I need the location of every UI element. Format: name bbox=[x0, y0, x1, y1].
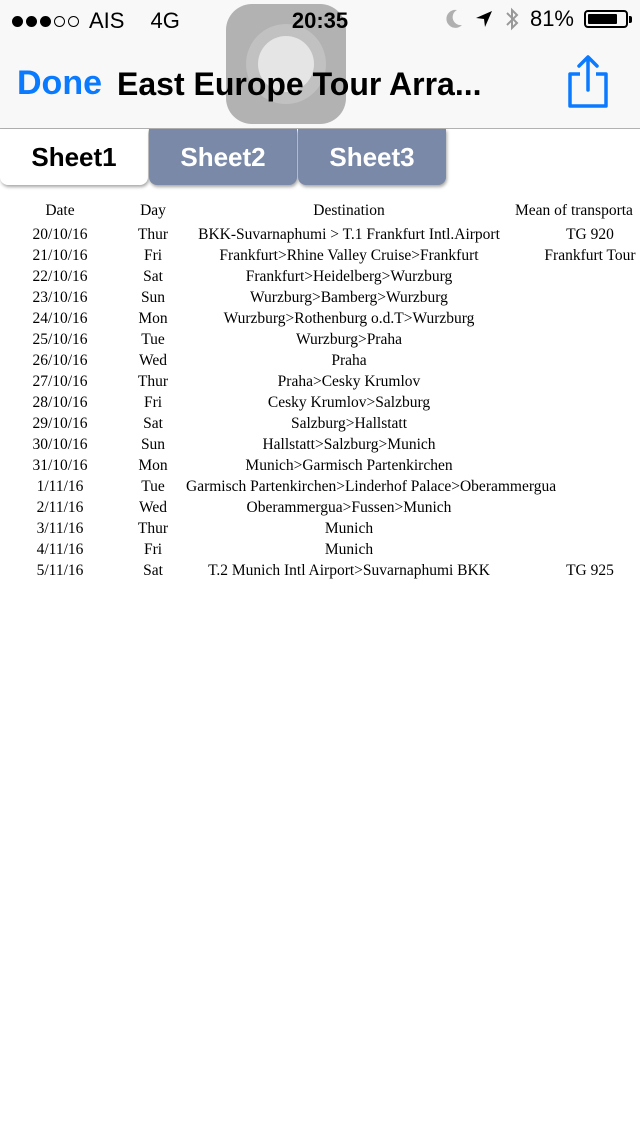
cell-day[interactable]: Sat bbox=[143, 415, 163, 432]
cell-date[interactable]: 1/11/16 bbox=[36, 478, 84, 495]
bluetooth-icon bbox=[504, 6, 520, 32]
table-row bbox=[0, 497, 640, 518]
cell-day[interactable]: Sat bbox=[143, 562, 163, 579]
table-row bbox=[0, 371, 640, 392]
table-row bbox=[0, 287, 640, 308]
cell-destination[interactable]: Munich bbox=[324, 541, 374, 558]
table-row bbox=[0, 245, 640, 266]
cell-day[interactable]: Tue bbox=[141, 331, 165, 348]
carrier-name: AIS bbox=[89, 8, 125, 33]
table-row bbox=[0, 413, 640, 434]
cell-date[interactable]: 4/11/16 bbox=[36, 541, 84, 558]
battery-icon bbox=[584, 10, 628, 28]
cell-destination[interactable]: Munich>Garmisch Partenkirchen bbox=[245, 457, 453, 474]
network-type: 4G bbox=[150, 8, 180, 33]
cell-day[interactable]: Fri bbox=[143, 247, 163, 264]
cell-destination[interactable]: Praha>Cesky Krumlov bbox=[277, 373, 421, 390]
header-transportation: Mean of transporta bbox=[515, 202, 633, 219]
status-time: 20:35 bbox=[291, 8, 349, 33]
cell-day[interactable]: Wed bbox=[138, 499, 168, 516]
table-body bbox=[0, 224, 640, 581]
cell-day[interactable]: Fri bbox=[143, 394, 163, 411]
cell-destination[interactable]: Hallstatt>Salzburg>Munich bbox=[262, 436, 436, 453]
cell-date[interactable]: 3/11/16 bbox=[36, 520, 84, 537]
cell-transportation[interactable]: Frankfurt Tour bbox=[544, 247, 636, 264]
cell-date[interactable]: 21/10/16 bbox=[32, 247, 88, 264]
tab-sheet1[interactable]: Sheet1 bbox=[0, 129, 148, 185]
tab-sheet3[interactable]: Sheet3 bbox=[298, 129, 446, 185]
table-row bbox=[0, 329, 640, 350]
cell-destination[interactable]: Wurzburg>Praha bbox=[296, 331, 402, 348]
cell-day[interactable]: Sun bbox=[140, 289, 166, 306]
cell-day[interactable]: Thur bbox=[137, 520, 169, 537]
moon-icon bbox=[444, 8, 464, 30]
table-row bbox=[0, 266, 640, 287]
table-row bbox=[0, 224, 640, 245]
sheet-tabs bbox=[0, 129, 447, 185]
spreadsheet-table bbox=[0, 200, 640, 581]
table-row bbox=[0, 350, 640, 371]
header-destination: Destination bbox=[313, 202, 385, 219]
table-row bbox=[0, 455, 640, 476]
header-date: Date bbox=[45, 202, 75, 219]
tab-sheet2[interactable]: Sheet2 bbox=[149, 129, 297, 185]
cell-date[interactable]: 26/10/16 bbox=[32, 352, 88, 369]
cell-destination[interactable]: Wurzburg>Rothenburg o.d.T>Wurzburg bbox=[223, 310, 475, 327]
cell-destination[interactable]: T.2 Munich Intl Airport>Suvarnaphumi BKK bbox=[208, 562, 490, 579]
cell-day[interactable]: Sat bbox=[143, 268, 163, 285]
table-row bbox=[0, 392, 640, 413]
cell-date[interactable]: 5/11/16 bbox=[36, 562, 84, 579]
cell-date[interactable]: 22/10/16 bbox=[32, 268, 88, 285]
cell-destination[interactable]: Oberammergua>Fussen>Munich bbox=[246, 499, 452, 516]
cell-day[interactable]: Wed bbox=[138, 352, 168, 369]
cell-destination[interactable]: Praha bbox=[331, 352, 367, 369]
cell-date[interactable]: 29/10/16 bbox=[32, 415, 88, 432]
cell-day[interactable]: Thur bbox=[137, 226, 169, 243]
table-row bbox=[0, 434, 640, 455]
cell-destination[interactable]: Garmisch Partenkirchen>Linderhof Palace>Oberammergua bbox=[186, 478, 557, 495]
cell-day[interactable]: Mon bbox=[138, 457, 168, 474]
table-row bbox=[0, 308, 640, 329]
table-row bbox=[0, 560, 640, 581]
cell-date[interactable]: 25/10/16 bbox=[32, 331, 88, 348]
cell-day[interactable]: Mon bbox=[138, 310, 168, 327]
cell-transportation[interactable]: TG 925 bbox=[566, 562, 614, 579]
cell-date[interactable]: 30/10/16 bbox=[32, 436, 88, 453]
share-icon[interactable] bbox=[566, 54, 610, 110]
cell-transportation[interactable]: TG 920 bbox=[566, 226, 614, 243]
table-row bbox=[0, 476, 640, 497]
battery-percent: 81% bbox=[529, 6, 574, 31]
header-day: Day bbox=[140, 202, 166, 219]
cell-date[interactable]: 27/10/16 bbox=[32, 373, 88, 390]
table-row bbox=[0, 539, 640, 560]
table-row bbox=[0, 518, 640, 539]
cell-destination[interactable]: Wurzburg>Bamberg>Wurzburg bbox=[250, 289, 448, 306]
cell-destination[interactable]: BKK-Suvarnaphumi > T.1 Frankfurt Intl.Airport bbox=[198, 226, 500, 243]
cell-date[interactable]: 24/10/16 bbox=[32, 310, 88, 327]
cell-destination[interactable]: Frankfurt>Rhine Valley Cruise>Frankfurt bbox=[219, 247, 479, 264]
status-bar bbox=[0, 0, 640, 40]
cell-date[interactable]: 2/11/16 bbox=[36, 499, 84, 516]
cell-date[interactable]: 31/10/16 bbox=[32, 457, 88, 474]
cell-date[interactable]: 28/10/16 bbox=[32, 394, 88, 411]
document-title: East Europe Tour Arra... bbox=[117, 66, 482, 102]
cell-date[interactable]: 23/10/16 bbox=[32, 289, 88, 306]
done-button[interactable]: Done bbox=[17, 64, 102, 102]
cell-day[interactable]: Sun bbox=[140, 436, 166, 453]
cell-destination[interactable]: Munich bbox=[324, 520, 374, 537]
table-header bbox=[0, 200, 640, 224]
cell-day[interactable]: Tue bbox=[141, 478, 165, 495]
navigation-bar bbox=[0, 40, 640, 128]
cell-date[interactable]: 20/10/16 bbox=[32, 226, 88, 243]
cell-day[interactable]: Fri bbox=[143, 541, 163, 558]
cell-day[interactable]: Thur bbox=[137, 373, 169, 390]
location-arrow-icon bbox=[474, 8, 494, 30]
cell-destination[interactable]: Cesky Krumlov>Salzburg bbox=[267, 394, 431, 411]
cell-destination[interactable]: Frankfurt>Heidelberg>Wurzburg bbox=[245, 268, 453, 285]
cell-destination[interactable]: Salzburg>Hallstatt bbox=[290, 415, 408, 432]
top-bar bbox=[0, 0, 640, 129]
